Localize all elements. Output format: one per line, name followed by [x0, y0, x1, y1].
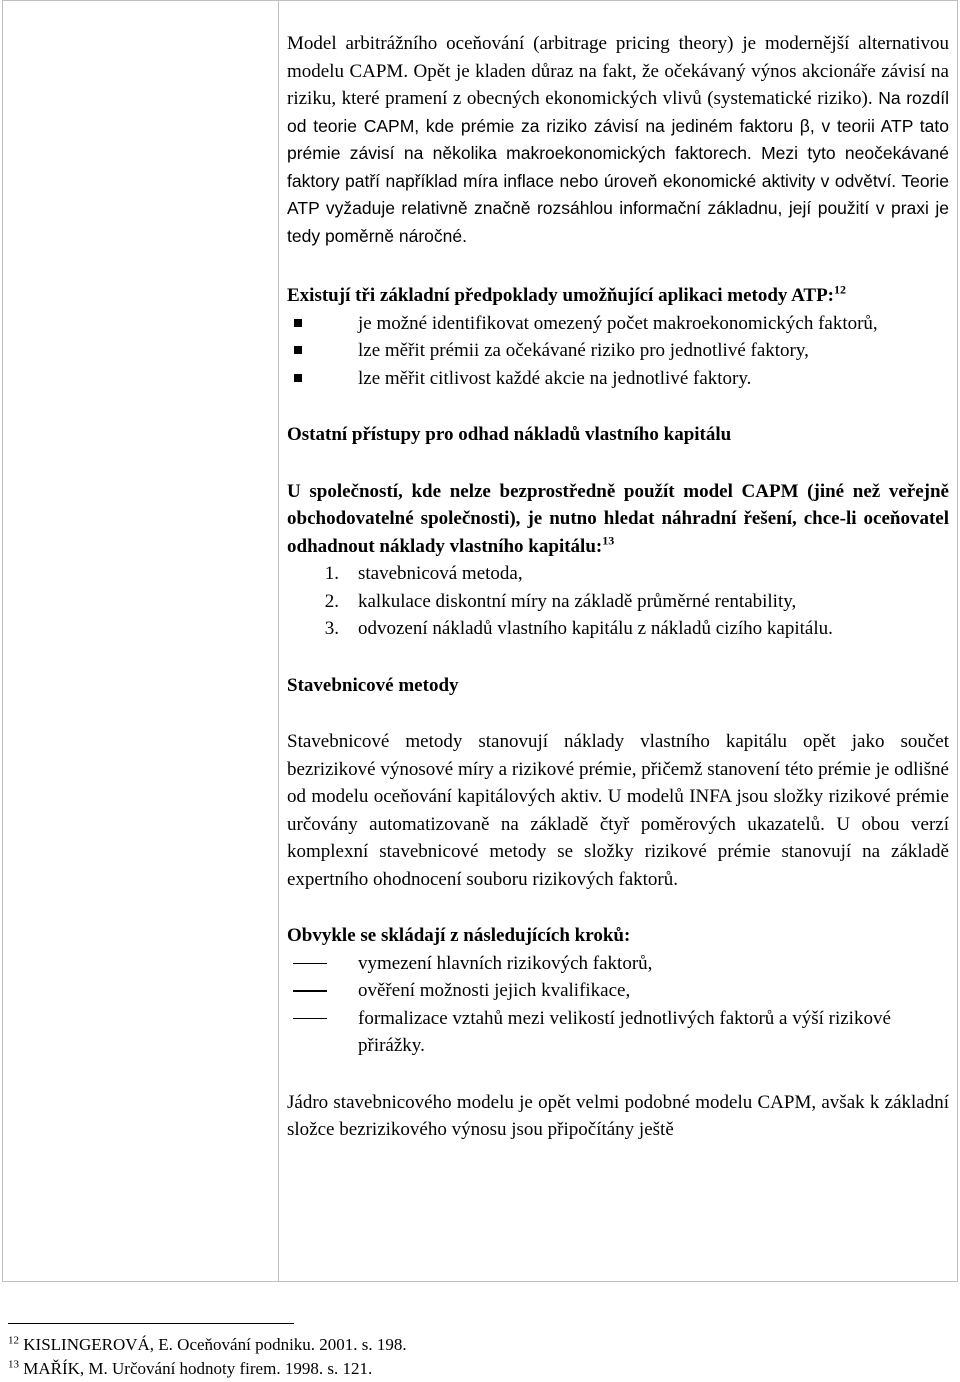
square-bullet-icon — [294, 319, 302, 327]
apt-intro-sans-text: Na rozdíl od teorie CAPM, kde prémie za riziko závisí na jediném faktoru β, v teorii ATP tato prémie závisí na několika makroekonomických faktorech. Mezi tyto neočekávané faktory patří například míra inflace nebo úroveň ekonomické aktivity v odvětví. Teorie ATP vyžaduje relativně značně rozsáhlou informační základnu, její použití v praxi je tedy poměrně náročné. — [287, 88, 950, 246]
footnote-ref-12: 12 — [834, 282, 847, 297]
dash-bullet-icon — [293, 990, 327, 992]
steps-heading: Obvykle se skládají z následujících kroků: — [287, 925, 631, 946]
footnote-ref-13: 13 — [602, 533, 615, 548]
paragraph-core-model: Jádro stavebnicového modelu je opět velmi podobné modelu CAPM, avšak k základní složce bezrizikového výnosu jsou připočítány ještě — [287, 1091, 949, 1140]
list-item: 1. stavebnicová metoda, — [324, 563, 523, 584]
atp-assumptions-list — [287, 310, 949, 393]
heading-other-approaches: Ostatní přístupy pro odhad nákladů vlastního kapitálu — [287, 424, 732, 445]
methods-list — [287, 560, 949, 643]
apt-intro-serif-text: Model arbitrážního oceňování (arbitrage pricing theory) je modernější alternativou modelu CAPM. Opět je kladen důraz na fakt, že očekávaný výnos akcionáře závisí na riziku, které pramení z obecných ekonomických vlivů (systematické riziko). — [287, 33, 949, 109]
square-bullet-icon — [294, 346, 302, 354]
list-item: lze měřit citlivost každé akcie na jednotlivé faktory. — [287, 365, 949, 393]
square-bullet-icon — [294, 374, 302, 382]
dash-bullet-icon — [293, 963, 327, 965]
document-body — [287, 30, 949, 1144]
footnote-12: $^{12}$ KISLINGEROVÁ, E. Oceňování podniku. 2001. s. 198. — [8, 1334, 407, 1354]
footnote-separator — [8, 1323, 294, 1324]
atp-assumptions-heading: Existují tři základní předpoklady umožňující aplikaci metody ATP:$^{12}$ — [287, 282, 847, 306]
list-item: je možné identifikovat omezený počet makroekonomických faktorů, — [287, 310, 949, 338]
list-item: ověření možnosti jejich kvalifikace, — [287, 977, 949, 1005]
list-item: vymezení hlavních rizikových faktorů, — [287, 950, 949, 978]
footnote-13: $^{13}$ MAŘÍK, M. Určování hodnoty firem. 1998. s. 121. — [8, 1358, 373, 1378]
footnotes — [8, 1333, 407, 1381]
list-item: formalizace vztahů mezi velikostí jednotlivých faktorů a výší rizikové přirážky. — [287, 1005, 949, 1060]
list-item: 3. odvození nákladů vlastního kapitálu z nákladů cizího kapitálu. — [324, 618, 833, 639]
dash-bullet-icon — [293, 1018, 327, 1020]
list-item: lze měřit prémii za očekávané riziko pro jednotlivé faktory, — [287, 337, 949, 365]
heading-building-methods: Stavebnicové metody — [287, 674, 459, 696]
list-item: 2. kalkulace diskontní míry na základě průměrné rentability, — [324, 590, 797, 612]
companies-intro: U společností, kde nelze bezprostředně použít model CAPM (jiné než veřejně obchodovatelné společnosti), je nutno hledat náhradní řešení, chce-li oceňovatel odhadnout náklady vlastního kapitálu:$^{13}$ — [287, 480, 949, 557]
paragraph-apt-intro — [287, 30, 949, 250]
paragraph-building-methods: Stavebnicové metody stanovují náklady vlastního kapitálu opět jako součet bezrizikové výnosové míry a rizikové prémie, přičemž stanovení této prémie je odlišné od modelu oceňování kapitálových aktiv. U modelů INFA jsou složky rizikové prémie určovány automatizovaně na základě čtyř poměrových ukazatelů. U obou verzí komplexní stavebnicové metody se složky rizikové prémie stanovují na základě expertního ohodnocení souboru rizikových faktorů. — [287, 731, 949, 890]
steps-list — [287, 950, 949, 1060]
left-margin-column — [3, 1, 279, 1281]
